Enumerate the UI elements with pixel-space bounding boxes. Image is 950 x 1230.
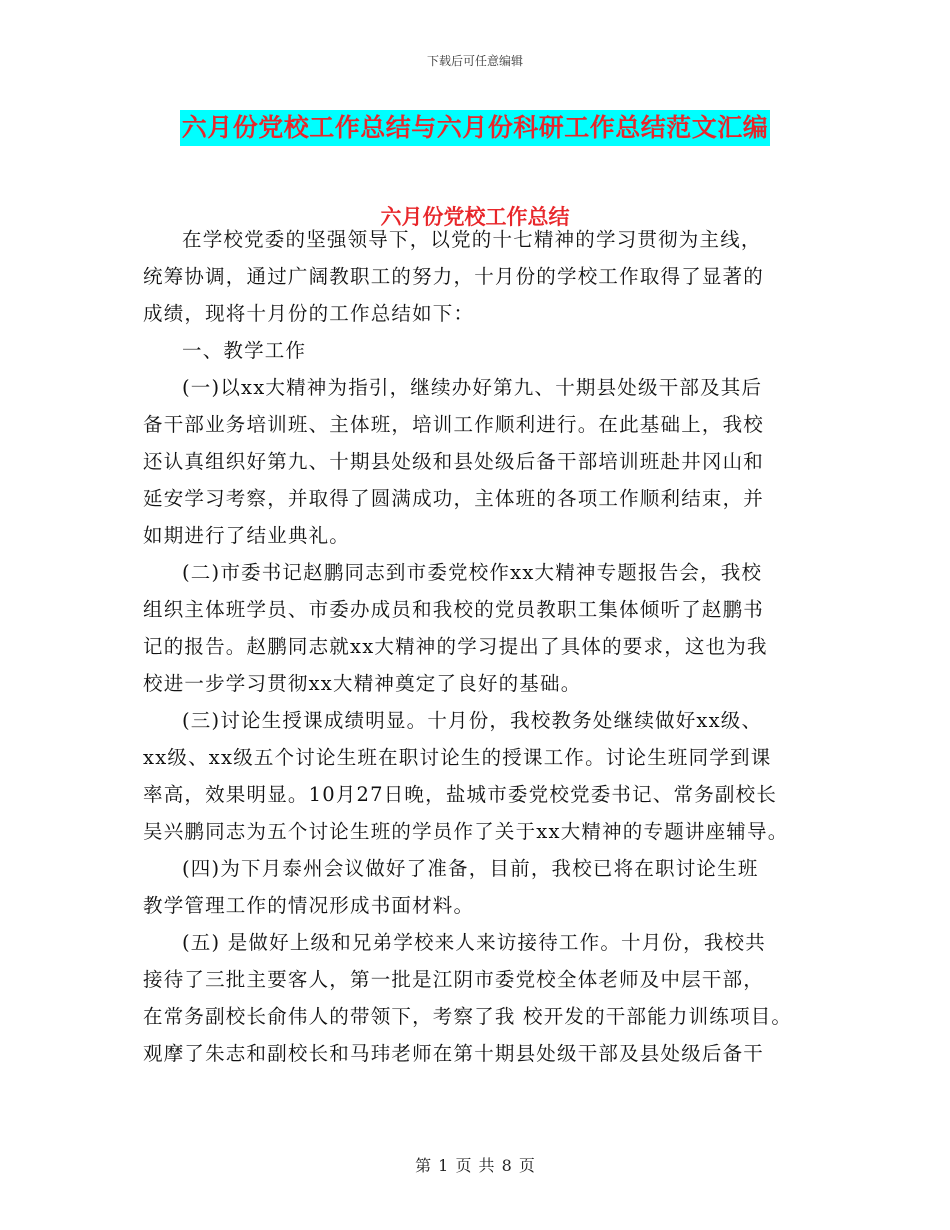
- body-line: 延安学习考察，并取得了圆满成功，主体班的各项工作顺利结束，并: [143, 487, 765, 510]
- body-line: 如期进行了结业典礼。: [143, 524, 351, 547]
- header-note: 下载后可任意编辑: [426, 54, 523, 68]
- body-line: (三)讨论生授课成绩明显。十月份，我校教务处继续做好xx级、: [182, 709, 763, 732]
- body-line: 吴兴鹏同志为五个讨论生班的学员作了关于xx大精神的专题讲座辅导。: [143, 820, 789, 843]
- body-line: (一)以xx大精神为指引，继续办好第九、十期县处级干部及其后: [182, 376, 763, 399]
- body-line: 统筹协调，通过广阔教职工的努力，十月份的学校工作取得了显著的: [143, 265, 765, 288]
- body-line: 校进一步学习贯彻xx大精神奠定了良好的基础。: [143, 672, 582, 695]
- body-line: 在常务副校长俞伟人的带领下，考察了我 校开发的干部能力训练项目。: [143, 1005, 793, 1028]
- body-line: 在学校党委的坚强领导下，以党的十七精神的学习贯彻为主线，: [182, 228, 762, 251]
- section-title: 六月份党校工作总结: [380, 204, 570, 229]
- document-title-container: [0, 110, 950, 146]
- body-line: 接待了三批主要客人，第一批是江阴市委党校全体老师及中层干部，: [143, 968, 765, 991]
- body-line: (二)市委书记赵鹏同志到市委党校作xx大精神专题报告会，我校: [182, 561, 763, 584]
- body-line: 备干部业务培训班、主体班，培训工作顺利进行。在此基础上，我校: [143, 413, 765, 436]
- document-body: [143, 221, 823, 1072]
- body-line: 组织主体班学员、市委办成员和我校的党员教职工集体倾听了赵鹏书: [143, 598, 765, 621]
- page-number-footer: 第 1 页 共 8 页: [415, 1156, 535, 1175]
- body-line: (四)为下月泰州会议做好了准备，目前，我校已将在职讨论生班: [182, 857, 759, 880]
- section-heading-teaching: 一、教学工作: [182, 339, 307, 362]
- body-line: 记的报告。赵鹏同志就xx大精神的学习提出了具体的要求，这也为我: [143, 635, 768, 658]
- body-line: 还认真组织好第九、十期县处级和县处级后备干部培训班赴井冈山和: [143, 450, 765, 473]
- body-line: 率高，效果明显。10月27日晚，盐城市委党校党委书记、常务副校长: [143, 783, 778, 806]
- body-line: 成绩，现将十月份的工作总结如下：: [143, 302, 475, 325]
- body-line: xx级、xx级五个讨论生班在职讨论生的授课工作。讨论生班同学到课: [143, 746, 772, 769]
- document-title: 六月份党校工作总结与六月份科研工作总结范文汇编: [180, 110, 771, 146]
- body-line: 教学管理工作的情况形成书面材料。: [143, 894, 475, 917]
- body-line: 观摩了朱志和副校长和马玮老师在第十期县处级干部及县处级后备干: [143, 1042, 765, 1065]
- body-line: (五) 是做好上级和兄弟学校来人来访接待工作。十月份，我校共: [182, 931, 766, 954]
